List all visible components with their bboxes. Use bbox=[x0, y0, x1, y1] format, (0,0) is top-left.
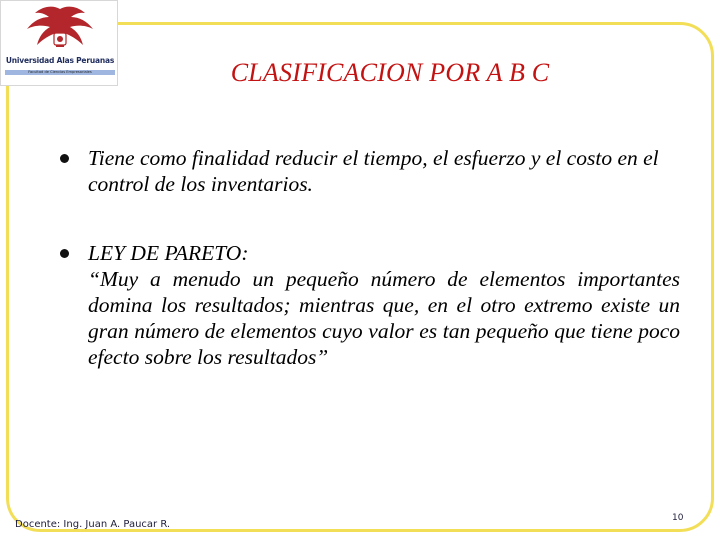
bullet-dot-icon bbox=[60, 249, 69, 258]
bullet-item bbox=[60, 145, 680, 197]
university-name: Universidad Alas Peruanas bbox=[5, 56, 115, 65]
pareto-quote: “Muy a menudo un pequeño número de elementos importantes domina los resultados; mientras que, en el otro extremo existe un gran número de elementos cuyo valor es tan pequeño que tiene poco efecto sobre los resultados” bbox=[88, 267, 680, 369]
faculty-tagline: Facultad de Ciencias Empresariales bbox=[5, 70, 115, 75]
bullet-item bbox=[60, 240, 680, 370]
slide-title: CLASIFICACION POR A B C bbox=[230, 58, 550, 87]
page-number: 10 bbox=[672, 513, 684, 523]
eagle-emblem-icon bbox=[23, 3, 97, 55]
university-logo bbox=[0, 0, 118, 86]
pareto-heading: LEY DE PARETO: bbox=[88, 241, 249, 265]
bullet-text: Tiene como finalidad reducir el tiempo, el esfuerzo y el costo en el control de los inventarios. bbox=[88, 146, 659, 196]
footer-author: Docente: Ing. Juan A. Paucar R. bbox=[15, 519, 171, 530]
bullet-body bbox=[88, 240, 680, 370]
bullet-dot-icon bbox=[60, 154, 69, 163]
